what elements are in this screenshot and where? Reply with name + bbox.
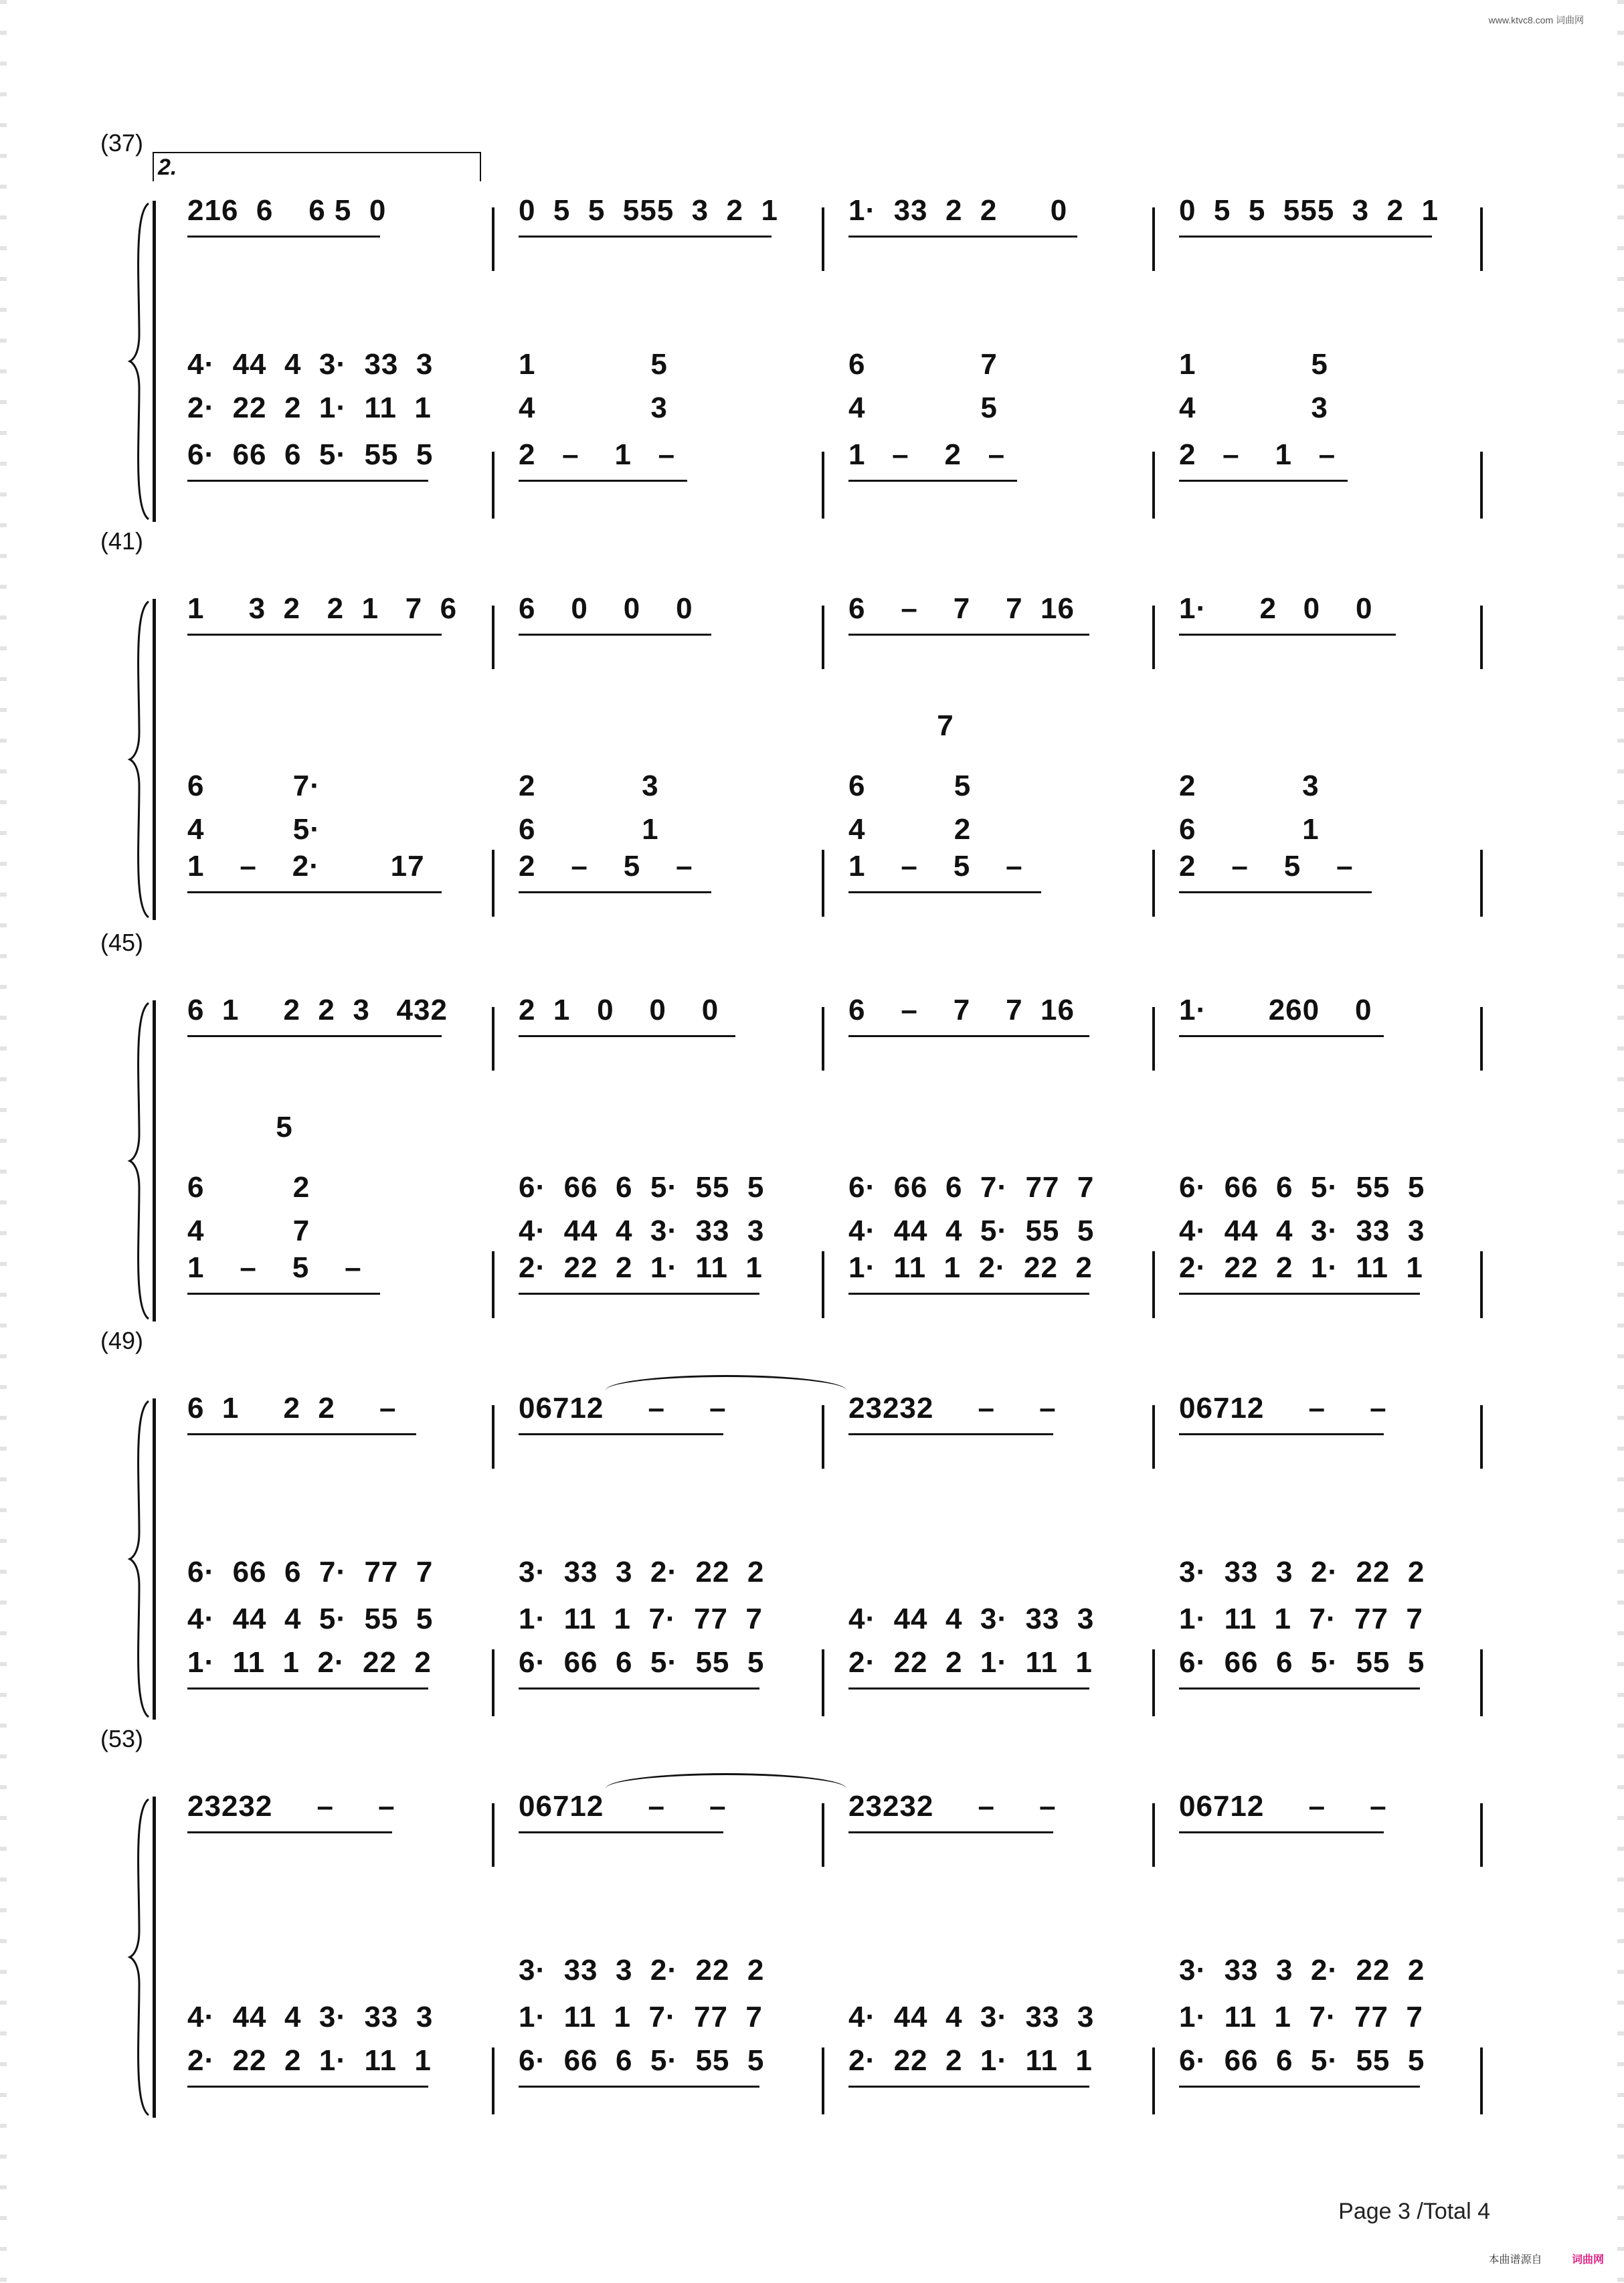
notation-bass: 2· 22 2 1· 11 1 [1179, 1251, 1423, 1284]
system-brace-icon [127, 1398, 154, 1720]
notation-bass: 6· 66 6 5· 55 5 [519, 1646, 765, 1679]
notation-harmony-mid: 4· 44 4 3· 33 3 [1179, 1214, 1425, 1247]
notation-melody: 216 6 6 5 0 [187, 194, 387, 227]
score-system [0, 527, 1624, 883]
notation-harmony-mid: 1· 11 1 7· 77 7 [519, 2001, 763, 2033]
notation-melody: 1· 33 2 2 0 [848, 194, 1068, 227]
notation-melody: 23232 – – [848, 1790, 1057, 1823]
barline [492, 1251, 494, 1318]
beam-underline [187, 634, 442, 636]
score-system [0, 129, 1624, 485]
measure-number: (37) [100, 129, 144, 157]
notation-harmony-mid: 6 1 [519, 813, 659, 846]
notation-harmony-mid: 4· 44 4 5· 55 5 [848, 1214, 1095, 1247]
notation-bass: 2 – 5 – [519, 850, 693, 883]
notation-harmony-mid: 1· 11 1 7· 77 7 [1179, 2001, 1423, 2033]
beam-underline [848, 634, 1089, 636]
barline [492, 2047, 494, 2114]
notation-harmony-upper: 6· 66 6 5· 55 5 [1179, 1171, 1425, 1204]
beam-underline [848, 1293, 1089, 1295]
notation-melody: 1 3 2 2 1 7 6 [187, 592, 458, 625]
beam-underline [848, 1035, 1089, 1037]
barline [492, 1007, 494, 1071]
barline [822, 1251, 824, 1318]
system-brace-icon [127, 1000, 154, 1321]
notation-harmony-mid: 6 1 [1179, 813, 1320, 846]
slur-icon [606, 1375, 846, 1390]
notation-melody: 06712 – – [1179, 1790, 1387, 1823]
beam-underline [848, 1433, 1053, 1435]
barline [1480, 1405, 1483, 1469]
barline [1152, 2047, 1155, 2114]
notation-harmony-upper: 6· 66 6 7· 77 7 [187, 1556, 434, 1588]
measure-number: (41) [100, 527, 144, 555]
barline [822, 850, 824, 917]
system-brace-icon [127, 1797, 154, 2118]
beam-underline [848, 2086, 1089, 2088]
barline [1152, 1251, 1155, 1318]
barline [822, 1007, 824, 1071]
notation-melody: 06712 – – [519, 1392, 727, 1425]
notation-harmony-mid: 4· 44 4 3· 33 3 [848, 1603, 1095, 1635]
barline [1152, 1405, 1155, 1469]
barline [822, 1803, 824, 1867]
barline [822, 1405, 824, 1469]
barline [1152, 207, 1155, 271]
notation-harmony-mid: 1· 11 1 7· 77 7 [1179, 1603, 1423, 1635]
notation-harmony-mid: 4 5 [848, 391, 998, 424]
beam-underline [1179, 1293, 1420, 1295]
beam-underline [519, 634, 711, 636]
notation-harmony-upper: 6· 66 6 7· 77 7 [848, 1171, 1095, 1204]
notation-harmony-mid: 4 3 [1179, 391, 1328, 424]
notation-harmony-mid: 4 5· [187, 813, 321, 846]
notation-bass: 2 – 1 – [519, 438, 676, 471]
notation-melody: 0 5 5 555 3 2 1 [519, 194, 778, 227]
notation-melody: 06712 – – [519, 1790, 727, 1823]
notation-harmony-mid: 4· 44 4 3· 33 3 [519, 1214, 765, 1247]
beam-underline [1179, 891, 1372, 893]
system-brace-icon [127, 599, 154, 920]
barline [1152, 1007, 1155, 1071]
system-start-line [153, 1000, 156, 1321]
brand-text: 词曲网 [1571, 2254, 1604, 2266]
notation-melody: 6 1 2 2 – [187, 1392, 397, 1425]
barline [1480, 850, 1483, 917]
notation-bass: 2 – 1 – [1179, 438, 1336, 471]
notation-harmony-top: 5 [187, 1111, 293, 1144]
notation-melody: 0 5 5 555 3 2 1 [1179, 194, 1439, 227]
barline [822, 606, 824, 669]
beam-underline [187, 1831, 392, 1833]
notation-bass: 6· 66 6 5· 55 5 [187, 438, 434, 471]
score-system [0, 1327, 1624, 1683]
barline [1480, 2047, 1483, 2114]
system-start-line [153, 201, 156, 522]
notation-harmony-mid: 4· 44 4 3· 33 3 [848, 2001, 1095, 2033]
barline [1152, 1803, 1155, 1867]
source-text: 本曲谱源自 [1488, 2254, 1542, 2266]
notation-harmony-top: 6 7 [848, 348, 998, 381]
beam-underline [848, 236, 1077, 238]
notation-harmony-top: 1 5 [519, 348, 668, 381]
system-start-line [153, 1797, 156, 2118]
barline [492, 1649, 494, 1716]
beam-underline [1179, 480, 1348, 482]
slur-icon [606, 1773, 846, 1789]
system-brace-icon [127, 201, 154, 522]
beam-underline [187, 1293, 380, 1295]
beam-underline [1179, 1035, 1384, 1037]
notation-bass: 1 – 2· 17 [187, 850, 425, 883]
score-system [0, 929, 1624, 1285]
barline [822, 207, 824, 271]
beam-underline [1179, 2086, 1420, 2088]
barline [1480, 1803, 1483, 1867]
notation-harmony-upper: 3· 33 3 2· 22 2 [1179, 1556, 1425, 1588]
notation-melody: 6 – 7 7 16 [848, 994, 1075, 1026]
notation-harmony-mid: 4 7 [187, 1214, 310, 1247]
notation-melody: 1· 2 0 0 [1179, 592, 1373, 625]
beam-underline [519, 1831, 723, 1833]
barline [1152, 850, 1155, 917]
beam-underline [1179, 1831, 1384, 1833]
notation-harmony-mid: 4· 44 4 3· 33 3 [187, 2001, 434, 2033]
notation-bass: 1 – 5 – [848, 850, 1023, 883]
volta-label: 2. [158, 155, 177, 180]
barline [492, 850, 494, 917]
barline [1480, 452, 1483, 519]
notation-harmony-mid: 4 2 [848, 813, 972, 846]
barline [1152, 452, 1155, 519]
beam-underline [519, 1035, 735, 1037]
beam-underline [848, 480, 1017, 482]
beam-underline [187, 891, 442, 893]
barline [822, 2047, 824, 2114]
barline [1480, 1649, 1483, 1716]
notation-harmony-mid: 2· 22 2 1· 11 1 [187, 391, 432, 424]
beam-underline [519, 2086, 759, 2088]
beam-underline [1179, 634, 1396, 636]
barline [1480, 1007, 1483, 1071]
source-note [1489, 2251, 1604, 2266]
notation-harmony-upper: 6· 66 6 5· 55 5 [519, 1171, 765, 1204]
beam-underline [187, 236, 380, 238]
beam-underline [519, 236, 772, 238]
barline [492, 207, 494, 271]
notation-harmony-upper: 3· 33 3 2· 22 2 [519, 1954, 765, 1987]
beam-underline [848, 1831, 1053, 1833]
notation-bass: 2· 22 2 1· 11 1 [519, 1251, 763, 1284]
beam-underline [187, 1433, 416, 1435]
barline [492, 1803, 494, 1867]
barline [492, 1405, 494, 1469]
beam-underline [187, 1687, 428, 1690]
notation-bass: 1 – 5 – [187, 1251, 362, 1284]
beam-underline [848, 1687, 1089, 1690]
notation-harmony-upper: 3· 33 3 2· 22 2 [519, 1556, 765, 1588]
notation-bass: 2· 22 2 1· 11 1 [187, 2044, 432, 2077]
measure-number: (45) [100, 929, 144, 956]
barline [1480, 1251, 1483, 1318]
barline [1480, 207, 1483, 271]
notation-melody: 06712 – – [1179, 1392, 1387, 1425]
system-start-line [153, 1398, 156, 1720]
system-start-line [153, 599, 156, 920]
notation-melody: 2 1 0 0 0 [519, 994, 719, 1026]
measure-number: (49) [100, 1327, 144, 1354]
beam-underline [187, 480, 428, 482]
site-header: www.ktvc8.com 词曲网 [1488, 15, 1584, 25]
beam-underline [187, 2086, 428, 2088]
notation-harmony-mid: 1· 11 1 7· 77 7 [519, 1603, 763, 1635]
beam-underline [1179, 1687, 1420, 1690]
notation-melody: 6 1 2 2 3 432 [187, 994, 448, 1026]
barline [492, 606, 494, 669]
notation-bass: 6· 66 6 5· 55 5 [1179, 1646, 1425, 1679]
beam-underline [519, 1293, 759, 1295]
beam-underline [519, 891, 711, 893]
notation-harmony-upper: 3· 33 3 2· 22 2 [1179, 1954, 1425, 1987]
notation-harmony-upper: 2 3 [1179, 769, 1320, 802]
notation-harmony-mid: 4· 44 4 5· 55 5 [187, 1603, 434, 1635]
notation-bass: 2· 22 2 1· 11 1 [848, 2044, 1093, 2077]
notation-bass: 6· 66 6 5· 55 5 [519, 2044, 765, 2077]
beam-underline [1179, 1433, 1384, 1435]
barline [822, 1649, 824, 1716]
volta-bracket [153, 152, 481, 181]
notation-bass: 2 – 5 – [1179, 850, 1354, 883]
beam-underline [519, 1687, 759, 1690]
notation-melody: 23232 – – [187, 1790, 395, 1823]
notation-harmony-upper: 2 3 [519, 769, 659, 802]
notation-bass: 1 – 2 – [848, 438, 1006, 471]
barline [492, 452, 494, 519]
notation-harmony-top: 4· 44 4 3· 33 3 [187, 348, 434, 381]
barline [822, 452, 824, 519]
notation-harmony-upper: 6 2 [187, 1171, 310, 1204]
notation-harmony-top: 1 5 [1179, 348, 1328, 381]
notation-harmony-upper: 6 7· [187, 769, 321, 802]
beam-underline [187, 1035, 442, 1037]
page-footer: Page 3 /Total 4 [1338, 2199, 1490, 2224]
notation-melody: 6 – 7 7 16 [848, 592, 1075, 625]
notation-melody: 23232 – – [848, 1392, 1057, 1425]
score-system [0, 1725, 1624, 2081]
notation-bass: 1· 11 1 2· 22 2 [848, 1251, 1093, 1284]
beam-underline [519, 1433, 723, 1435]
notation-bass: 2· 22 2 1· 11 1 [848, 1646, 1093, 1679]
notation-harmony-mid: 4 3 [519, 391, 668, 424]
notation-melody: 6 0 0 0 [519, 592, 693, 625]
barline [1480, 606, 1483, 669]
measure-number: (53) [100, 1725, 144, 1752]
notation-bass: 1· 11 1 2· 22 2 [187, 1646, 432, 1679]
beam-underline [1179, 236, 1432, 238]
notation-harmony-top: 7 [848, 709, 954, 742]
barline [1152, 606, 1155, 669]
notation-melody: 1· 260 0 [1179, 994, 1372, 1026]
beam-underline [519, 480, 687, 482]
notation-bass: 6· 66 6 5· 55 5 [1179, 2044, 1425, 2077]
barline [1152, 1649, 1155, 1716]
notation-harmony-upper: 6 5 [848, 769, 972, 802]
beam-underline [848, 891, 1041, 893]
